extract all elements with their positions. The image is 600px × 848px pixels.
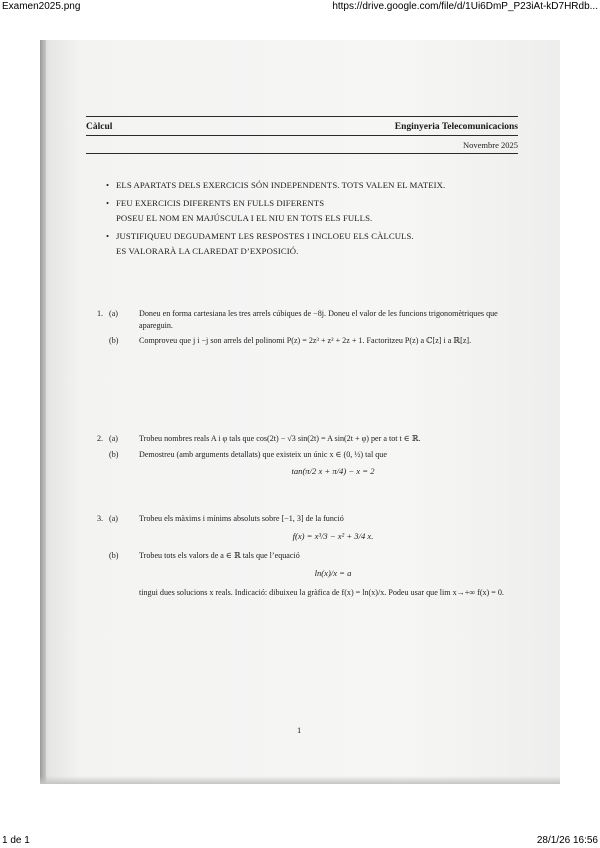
- exercise-2: [97, 433, 527, 486]
- page-counter: 1 de 1: [2, 835, 30, 846]
- exercise-part: [97, 433, 527, 445]
- part-text: Doneu en forma cartesiana les tres arrels cúbiques de −8j. Doneu el valor de les funcions trigonomètriques que apareguin.: [139, 309, 498, 330]
- part-text: Comproveu que j i −j son arrels del polinomi P(z) = 2z³ + z² + 2z + 1. Factoritzeu P(z) a ℂ[z] i a ℝ[z].: [139, 336, 472, 345]
- exercise-number: 3.: [97, 514, 104, 523]
- header-rule-bottom: [86, 153, 518, 154]
- exercise-number: 2.: [97, 434, 104, 443]
- rule-text: ELS APARTATS DELS EXERCICIS SÓN INDEPENDENTS. TOTS VALEN EL MATEIX.: [116, 180, 446, 190]
- exercise-part: [97, 513, 527, 542]
- exercise-3: [97, 513, 527, 603]
- exercise-number: 1.: [97, 309, 104, 318]
- exam-photo: [40, 40, 560, 784]
- print-timestamp: 28/1/26 16:56: [536, 835, 598, 846]
- print-url: https://drive.google.com/file/d/1Ui6DmP_P23iAt-kD7HRdb...: [332, 1, 598, 12]
- exercise-1: [97, 308, 527, 351]
- header-rule-middle: [86, 135, 518, 136]
- formula: tan(π/2 x + π/4) − x = 2: [291, 466, 375, 476]
- exercise-part: [97, 335, 527, 347]
- rule-item: • JUSTIFIQUEU DEGUDAMENT LES RESPOSTES I INCLOEU ELS CÀLCULS. ES VALORARÀ LA CLAREDAT D’EXPOSICIÓ.: [106, 231, 414, 256]
- course-name: Càlcul: [86, 122, 113, 132]
- rule-text: JUSTIFIQUEU DEGUDAMENT LES RESPOSTES I INCLOEU ELS CÀLCULS. ES VALORARÀ LA CLAREDAT D’EXPOSICIÓ.: [116, 231, 414, 256]
- exam-date: Novembre 2025: [462, 140, 518, 150]
- formula: f(x) = x³/3 − x² + 3/4 x.: [292, 530, 374, 541]
- program-name: Enginyeria Telecomunicacions: [394, 122, 518, 132]
- part-tag: (b): [109, 551, 119, 560]
- print-header: [0, 0, 600, 16]
- rule-text: FEU EXERCICIS DIFERENTS EN FULLS DIFERENTS POSEU EL NOM EN MAJÚSCULA I EL NIU EN TOTS ELS FULLS.: [116, 198, 373, 223]
- print-title: Examen2025.png: [2, 1, 81, 12]
- exam-paper: [40, 40, 560, 784]
- part-text-continued: tingui dues solucions x reals. Indicació: dibuixeu la gràfica de f(x) = ln(x)/x. Podeu usar que lim x→+∞ f(x) = 0.: [139, 588, 504, 597]
- part-text: Trobeu tots els valors de a ∈ ℝ tals que l’equació: [139, 551, 300, 560]
- part-tag: (b): [109, 449, 119, 459]
- part-text: Trobeu els màxims i mínims absoluts sobre [−1, 3] de la funció: [139, 514, 344, 523]
- header-rule-top: [86, 116, 518, 117]
- part-tag: (a): [109, 309, 118, 318]
- rule-item: • ELS APARTATS DELS EXERCICIS SÓN INDEPENDENTS. TOTS VALEN EL MATEIX.: [106, 180, 446, 190]
- exercise-part: [97, 550, 527, 599]
- part-tag: (a): [109, 434, 118, 443]
- part-tag: (a): [109, 514, 118, 523]
- print-footer: [0, 832, 600, 848]
- exercise-part: [97, 449, 527, 478]
- formula: ln(x)/x = a: [314, 567, 352, 578]
- rule-item: • FEU EXERCICIS DIFERENTS EN FULLS DIFERENTS POSEU EL NOM EN MAJÚSCULA I EL NIU EN TOTS ELS FULLS.: [106, 198, 373, 223]
- exam-rules: [106, 178, 526, 262]
- part-tag: (b): [109, 336, 119, 345]
- exercise-part: [97, 308, 527, 331]
- part-text: Demostreu (amb arguments detallats) que existeix un únic x ∈ (0, ½) tal que: [139, 449, 387, 459]
- page-number: 1: [297, 725, 302, 735]
- part-text: Trobeu nombres reals A i φ tals que cos(2t) − √3 sin(2t) = A sin(2t + φ) per a tot t ∈ ℝ.: [139, 434, 421, 443]
